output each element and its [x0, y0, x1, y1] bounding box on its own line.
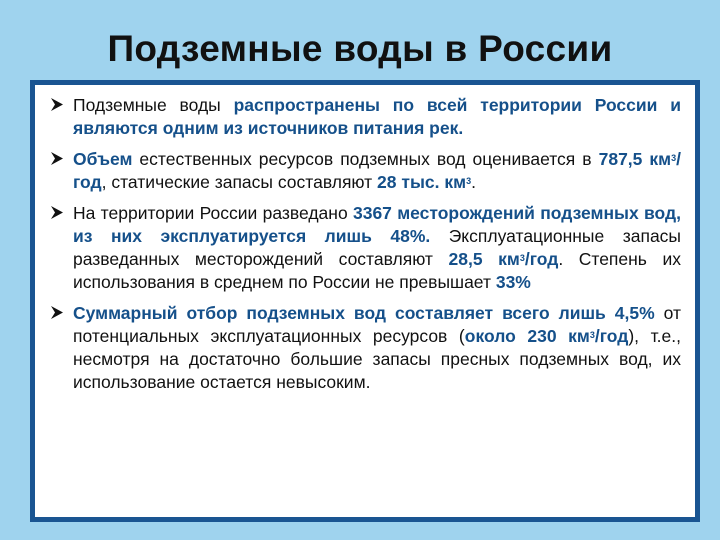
- highlighted-text: 28,5 км: [448, 249, 520, 269]
- superscript: 3: [589, 330, 595, 340]
- bullet-item: [49, 302, 681, 394]
- highlighted-text: около 230 км: [464, 326, 590, 346]
- text-segment: , статические запасы составляют: [101, 172, 378, 192]
- highlighted-text: 787,5 км: [598, 149, 672, 169]
- arrow-bullet-icon: [49, 205, 64, 220]
- text-segment: естественных ресурсов подземных вод оценивается в: [132, 149, 599, 169]
- text-segment: Эксплуатационные запасы разведанных месторождений составляют: [73, 226, 681, 269]
- arrow-bullet-icon: [49, 305, 64, 320]
- text-segment: от потенциальных эксплуатационных ресурсов (: [73, 303, 681, 346]
- highlighted-text: Объем: [73, 149, 133, 169]
- bullet-item: [49, 148, 681, 194]
- arrow-bullet-icon: [49, 151, 64, 166]
- highlighted-text: /год: [594, 326, 629, 346]
- arrow-bullet-icon: [49, 97, 64, 112]
- highlighted-text: распространены по всей территории России и являются одним из источников питания рек.: [73, 95, 681, 138]
- highlighted-text: Суммарный отбор подземных вод составляет всего лишь 4,5%: [73, 303, 655, 323]
- text-segment: .: [471, 172, 476, 192]
- superscript: 3: [671, 153, 677, 163]
- bullet-item: [49, 94, 681, 140]
- superscript: 3: [519, 253, 525, 263]
- superscript: 3: [466, 176, 472, 186]
- highlighted-text: 28 тыс. км: [377, 172, 467, 192]
- content-box: [30, 80, 700, 522]
- text-segment: ), т.е., несмотря на достаточно большие запасы пресных подземных вод, их использование остается невысоким.: [73, 326, 681, 392]
- text-segment: На территории России разведано: [73, 203, 353, 223]
- highlighted-text: /год: [524, 249, 559, 269]
- highlighted-text: 3367 месторождений подземных вод, из них эксплуатируется лишь 48%.: [73, 203, 681, 246]
- text-segment: Подземные воды: [73, 95, 234, 115]
- highlighted-text: /год: [73, 149, 682, 192]
- text-segment: . Степень их использования в среднем по России не превышает: [73, 249, 681, 292]
- slide-title: Подземные воды в России: [107, 28, 613, 69]
- bullet-list: [49, 94, 681, 394]
- highlighted-text: 33%: [495, 272, 531, 292]
- bullet-item: [49, 202, 681, 294]
